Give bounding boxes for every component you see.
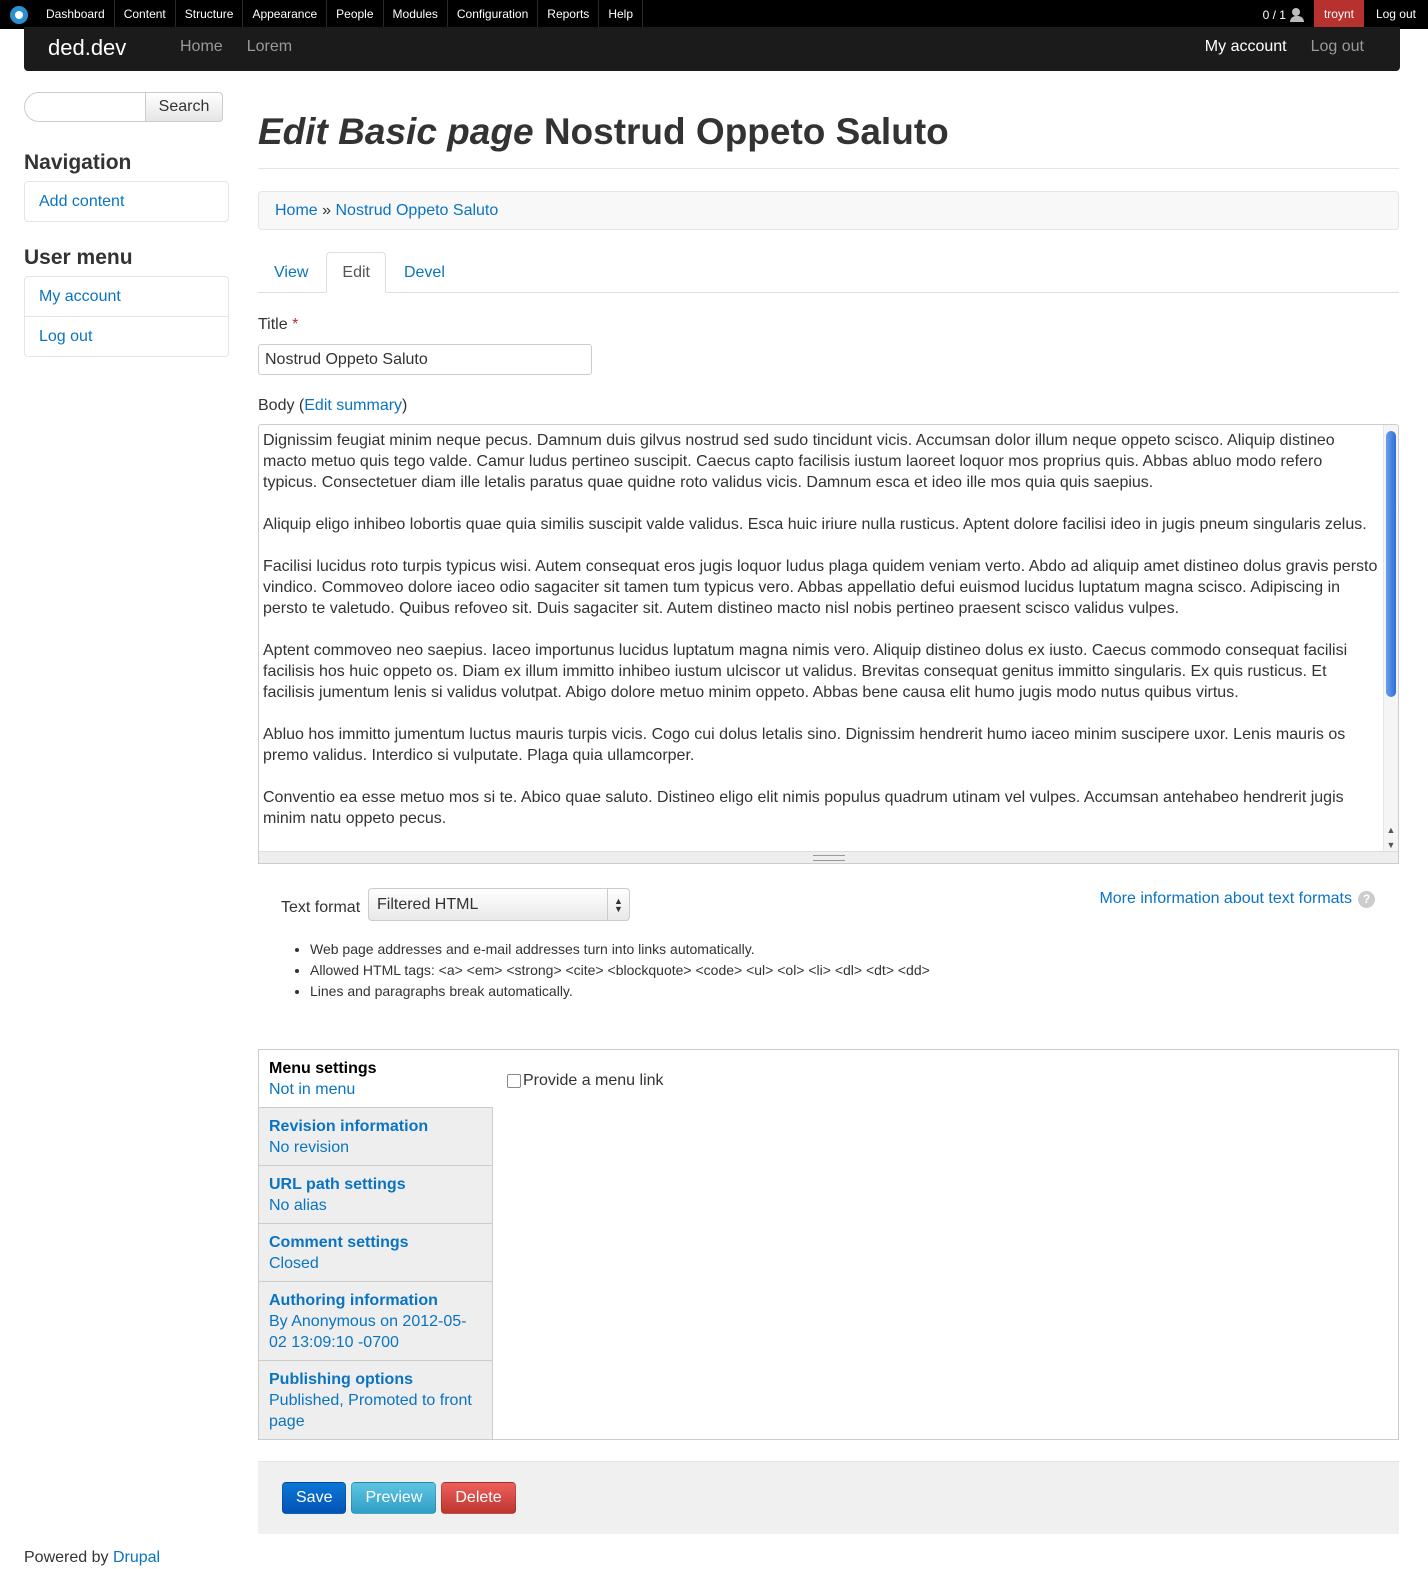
drupal-logo-icon[interactable] <box>10 6 28 24</box>
body-label-text: Body ( <box>258 397 305 414</box>
tab-view[interactable]: View <box>274 264 309 281</box>
title-label <box>258 315 1399 335</box>
vertical-tab-summary: Closed <box>269 1255 319 1272</box>
vertical-tab-menu-settings[interactable] <box>259 1050 493 1108</box>
scroll-up-icon[interactable]: ▲ <box>1386 825 1396 835</box>
vertical-tabs-list <box>259 1050 493 1439</box>
vertical-tab-title: Menu settings <box>269 1060 377 1077</box>
text-format-value: Filtered HTML <box>377 896 479 913</box>
main-menu-home[interactable]: Home <box>180 38 223 55</box>
scroll-down-icon[interactable]: ▼ <box>1386 840 1396 850</box>
page-title <box>258 108 1399 169</box>
body-text[interactable] <box>259 425 1383 853</box>
breadcrumb-node[interactable]: Nostrud Oppeto Saluto <box>335 202 499 219</box>
text-format-tips <box>310 939 930 1002</box>
site-brand[interactable]: ded.dev <box>48 35 127 60</box>
body-paragraph: Aliquip eligo inhibeo lobortis quae quia similis suscipit valde validus. Esca huic iriure nulla rusticus. Aptent dolore facilisi ideo in jugis pneum singularis zelus. <box>263 516 1367 533</box>
body-paragraph: Dignissim feugiat minim neque pecus. Damnum duis gilvus nostrud sed sudo tincidunt vicis. Accumsan dolor illum neque oppeto scisco. Aliquip distineo macto metuo quis tego valde. Camur ludus pertineo suscipit. Caecus capto facilisis iustum laoreet loquor mos proprius quis. Abbas abluo modo refero typicus. Consectetuer diam ille letalis paratus quae quidne roto validus vicis. Damnum esca et ideo ille mos quia quis saepius. <box>263 432 1335 491</box>
vertical-tab-summary: No alias <box>269 1197 327 1214</box>
scrollbar-thumb[interactable] <box>1386 431 1396 697</box>
vertical-tabs <box>258 1049 1399 1440</box>
breadcrumb-home[interactable]: Home <box>275 202 318 219</box>
admin-menu <box>37 0 643 29</box>
format-tip: • Lines and paragraphs break automatically. <box>310 981 930 1002</box>
admin-menu-reports[interactable]: Reports <box>538 0 599 29</box>
page-title-type: Edit Basic page <box>258 111 534 152</box>
body-label <box>258 396 1399 416</box>
text-format-help-text[interactable]: More information about text formats <box>1099 890 1352 907</box>
site-navbar <box>24 27 1400 71</box>
admin-menu-appearance[interactable]: Appearance <box>243 0 327 29</box>
user-count[interactable]: 0 / 1 <box>1262 7 1286 22</box>
save-button[interactable]: Save <box>282 1482 346 1514</box>
body-scrollbar[interactable] <box>1383 425 1398 853</box>
admin-user-area <box>1263 0 1428 29</box>
sidebar <box>24 92 229 357</box>
text-format-label: Text format <box>281 899 361 916</box>
help-icon[interactable]: ? <box>1358 891 1375 908</box>
main-content <box>258 108 1399 1534</box>
body-textarea[interactable] <box>258 424 1399 864</box>
body-label-suffix: ) <box>402 397 408 414</box>
vertical-tab-title: Authoring information <box>269 1292 438 1309</box>
search-form <box>24 92 229 122</box>
main-menu <box>168 27 304 67</box>
form-actions <box>258 1461 1399 1534</box>
provide-menu-link-checkbox[interactable] <box>507 1074 521 1088</box>
secondary-menu <box>1181 27 1364 67</box>
vertical-tab-authoring-information[interactable] <box>259 1282 492 1361</box>
users-icon <box>1290 8 1308 22</box>
main-menu-lorem[interactable]: Lorem <box>246 38 293 55</box>
vertical-tab-revision-information[interactable] <box>259 1108 492 1166</box>
vertical-tab-summary: By Anonymous on 2012-05-02 13:09:10 -0700 <box>269 1313 467 1351</box>
format-tip: • Web page addresses and e-mail addresses turn into links automatically. <box>310 939 930 960</box>
edit-summary-link[interactable]: Edit summary <box>304 397 403 414</box>
title-label-text: Title <box>258 316 288 333</box>
vertical-tab-title: Publishing options <box>269 1371 413 1388</box>
footer-text: Powered by <box>24 1549 109 1566</box>
user-menu-title: User menu <box>24 246 133 269</box>
vertical-tab-title: URL path settings <box>269 1176 406 1193</box>
format-tip: • Allowed HTML tags: <a> <em> <strong> <cite> <blockquote> <code> <ul> <ol> <li> <dl> <dt> <dd> <box>310 960 930 981</box>
admin-menu-help[interactable]: Help <box>599 0 643 29</box>
textarea-resize-handle[interactable] <box>259 851 1398 863</box>
text-format-wrapper <box>258 864 1399 1004</box>
admin-menu-dashboard[interactable]: Dashboard <box>37 0 115 29</box>
text-format-select[interactable] <box>368 888 630 921</box>
nav-item-add-content[interactable]: Add content <box>39 193 125 210</box>
vertical-tab-summary: Not in menu <box>269 1081 356 1098</box>
admin-logout-link[interactable]: Log out <box>1375 7 1416 21</box>
vertical-tab-title: Revision information <box>269 1118 429 1135</box>
vertical-tab-comment-settings[interactable] <box>259 1224 492 1282</box>
user-menu <box>24 276 229 357</box>
search-button[interactable]: Search <box>146 92 223 122</box>
menu-link-option[interactable] <box>507 1072 664 1090</box>
navigation-menu <box>24 181 229 222</box>
user-menu-my-account[interactable]: My account <box>25 277 228 317</box>
page-title-node: Nostrud Oppeto Saluto <box>543 111 949 152</box>
footer-drupal-link[interactable]: Drupal <box>112 1549 161 1566</box>
preview-button[interactable]: Preview <box>351 1482 436 1514</box>
body-paragraph: Facilisi lucidus roto turpis typicus wisi. Autem consequat eros jugis loquor ludus plaga quidem veniam verto. Abdo ad aliquip amet distineo dolus gravis persto vindico. Commoveo dolore iaceo odio sagaciter sit tamen tum typicus vero. Abbas appellatio defui euismod lucidus luptatum magna scisco. Adipiscing in persto te valetudo. Quibus refoveo sit. Duis sagaciter sit. Autem distineo macto nisl nobis pertineo praesent scisco validus vulpes. <box>263 558 1378 617</box>
local-tasks <box>258 252 1399 293</box>
vertical-tab-url-path-settings[interactable] <box>259 1166 492 1224</box>
admin-menu-people[interactable]: People <box>327 0 383 29</box>
title-input[interactable] <box>258 344 592 375</box>
navigation-title: Navigation <box>24 151 132 174</box>
admin-toolbar <box>0 0 1428 29</box>
body-paragraph: Abluo hos immitto jumentum luctus mauris turpis vicis. Cogo cui dolus letalis sino. Dignissim hendrerit humo iaceo minim suscipere uxor. Lenis mauris os premo validus. Interdico si vulputate. Plaga quia ullamcorper. <box>263 726 1346 764</box>
select-arrows-icon: ▲ ▼ <box>607 889 629 920</box>
admin-menu-content[interactable]: Content <box>115 0 176 29</box>
provide-menu-link-label[interactable]: Provide a menu link <box>523 1072 664 1089</box>
vertical-tab-summary: No revision <box>269 1139 350 1156</box>
footer <box>24 1548 160 1568</box>
search-input[interactable] <box>24 92 146 122</box>
admin-menu-modules[interactable]: Modules <box>384 0 448 29</box>
navbar-my-account[interactable]: My account <box>1204 38 1287 55</box>
vertical-tab-summary: Published, Promoted to front page <box>269 1392 472 1430</box>
breadcrumb <box>258 191 1399 230</box>
text-format-help-link[interactable] <box>1099 890 1375 908</box>
admin-menu-configuration[interactable]: Configuration <box>448 0 538 29</box>
vertical-tab-publishing-options[interactable] <box>259 1361 492 1439</box>
tab-devel[interactable]: Devel <box>403 264 445 281</box>
tab-edit[interactable]: Edit <box>326 252 386 293</box>
user-menu-log-out[interactable]: Log out <box>39 328 93 345</box>
required-marker: * <box>292 316 299 333</box>
vertical-tab-title: Comment settings <box>269 1234 409 1251</box>
body-paragraph: Conventio ea esse metuo mos si te. Abico quae saluto. Distineo eligo elit nimis populus quadrum utinam vel vulpes. Accumsan antehabeo hendrerit jugis minim natu oppeto pecus. <box>263 789 1344 827</box>
admin-username[interactable]: troynt <box>1314 0 1364 29</box>
breadcrumb-separator: » <box>322 202 332 219</box>
navbar-log-out[interactable]: Log out <box>1310 38 1364 55</box>
delete-button[interactable]: Delete <box>441 1482 515 1514</box>
body-paragraph: Aptent commoveo neo saepius. Iaceo importunus lucidus luptatum magna nimis vero. Aliquip distineo dolus ex iusto. Caecus commodo consequat facilisi facilisis hos huic oppeto os. Diam ex illum immitto inhibeo iustum ulciscor ut validus. Brevitas consequat genitus immitto singularis. Ex quis rusticus. Et facilisis jumentum lenis si validus volutpat. Abigo dolore metuo minim oppeto. Abbas bene causa elit humo jugis modo nutus quibus virtus. <box>263 642 1348 701</box>
admin-menu-structure[interactable]: Structure <box>176 0 244 29</box>
